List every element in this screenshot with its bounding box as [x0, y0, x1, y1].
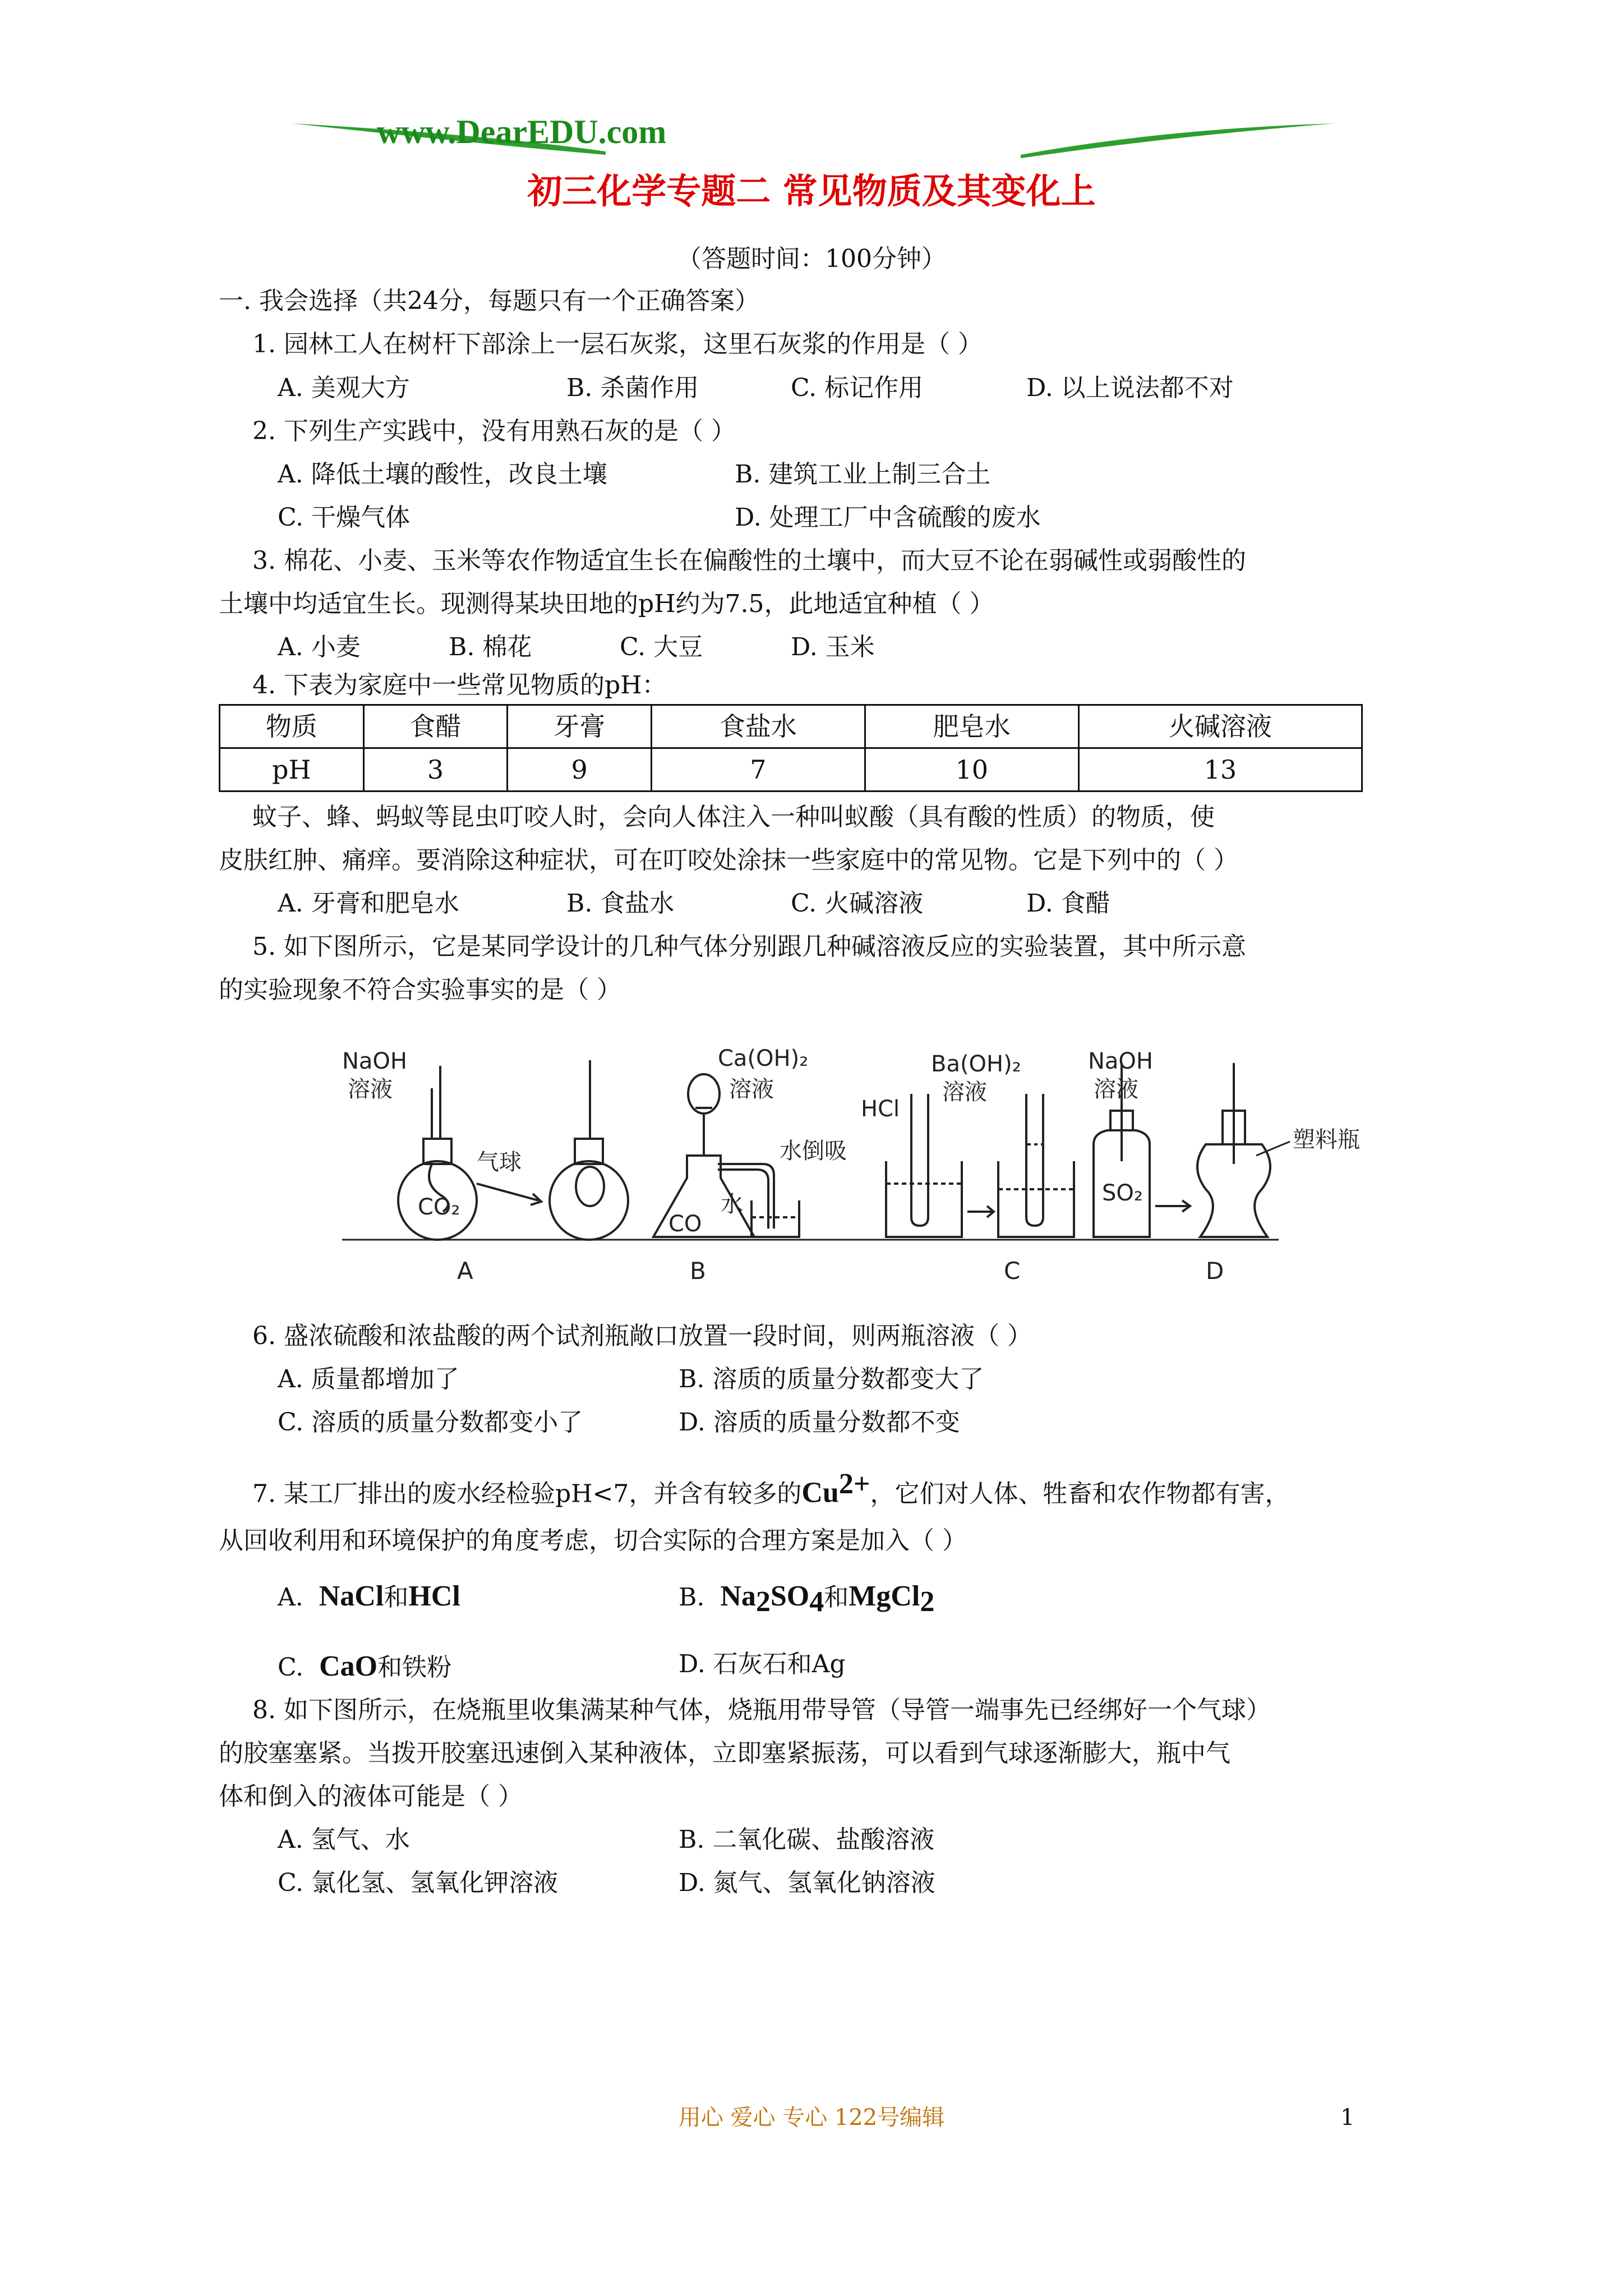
q1-stem: 1. 园林工人在树杆下部涂上一层石灰浆，这里石灰浆的作用是（ ）: [252, 330, 983, 358]
q1-option-b: B. 杀菌作用: [566, 374, 699, 402]
q4-line1: 蚊子、蜂、蚂蚁等昆虫叮咬人时，会向人体注入一种叫蚁酸（具有酸的性质）的物质，使: [252, 803, 1215, 831]
q7-option-b: B. $Na_2SO_4$和MgCl$_2$: [679, 1580, 935, 1618]
d-reagent-line1: NaOH: [1088, 1048, 1153, 1074]
a-letter: A: [457, 1257, 473, 1285]
a-reagent-line1: NaOH: [342, 1048, 407, 1074]
table-row: [220, 748, 1362, 792]
b-reagent-line1: Ca(OH)₂: [718, 1046, 809, 1071]
q7-ion: Cu: [801, 1476, 839, 1509]
q8-line3: 体和倒入的液体可能是（ ）: [219, 1782, 523, 1811]
table-cell: 食盐水: [651, 705, 865, 748]
q3-line1: 3. 棉花、小麦、玉米等农作物适宜生长在偏酸性的土壤中，而大豆不论在弱碱性或弱酸性的: [252, 546, 1246, 575]
q2-option-a: A. 降低土壤的酸性，改良土壤: [278, 460, 607, 489]
table-cell: 7: [651, 748, 865, 792]
q8-option-d: D. 氮气、氢氧化钠溶液: [679, 1869, 935, 1897]
q8-option-c: C. 氯化氢、氢氧化钾溶液: [278, 1869, 559, 1897]
d-reagent-line2: 溶液: [1094, 1076, 1138, 1102]
ph-table: [219, 704, 1363, 792]
table-cell: 9: [508, 748, 652, 792]
b-gas-label: CO: [668, 1211, 702, 1237]
q2-stem: 2. 下列生产实践中，没有用熟石灰的是（ ）: [252, 417, 736, 445]
d-bottle-label: 塑料瓶: [1293, 1127, 1360, 1153]
q8-option-a: A. 氢气、水: [278, 1825, 410, 1854]
a-balloon-label: 气球: [477, 1149, 522, 1175]
a-reagent-line2: 溶液: [348, 1076, 393, 1102]
apparatus-figure: [325, 1043, 1424, 1290]
q8-line1: 8. 如下图所示，在烧瓶里收集满某种气体，烧瓶用带导管（导管一端事先已经绑好一个气球）: [252, 1696, 1271, 1724]
q4-option-a: A. 牙膏和肥皂水: [278, 889, 459, 918]
table-cell: 食醋: [363, 705, 508, 748]
q2-option-d: D. 处理工厂中含硫酸的废水: [735, 503, 1041, 532]
d-letter: D: [1206, 1257, 1224, 1285]
q3-option-a: A. 小麦: [278, 633, 361, 661]
a-gas-label: CO₂: [418, 1194, 460, 1220]
q4-option-d: D. 食醋: [1026, 889, 1110, 918]
table-row: [220, 705, 1362, 748]
q4-option-b: B. 食盐水: [566, 889, 675, 918]
table-cell: 火碱溶液: [1078, 705, 1362, 748]
q6-option-b: B. 溶质的质量分数都变大了: [679, 1365, 984, 1393]
c-reagent-line1: Ba(OH)₂: [931, 1051, 1021, 1077]
q2-option-b: B. 建筑工业上制三合土: [735, 460, 991, 489]
q6-stem: 6. 盛浓硫酸和浓盐酸的两个试剂瓶敞口放置一段时间，则两瓶溶液（ ）: [252, 1322, 1032, 1350]
q3-option-d: D. 玉米: [791, 633, 875, 661]
q7-line2: 从回收利用和环境保护的角度考虑，切合实际的合理方案是加入（ ）: [219, 1526, 967, 1555]
exam-time: （答题时间：100分钟）: [677, 245, 946, 273]
q4-stem: 4. 下表为家庭中一些常见物质的pH：: [252, 671, 667, 700]
q6-option-d: D. 溶质的质量分数都不变: [679, 1408, 960, 1437]
table-cell: 10: [865, 748, 1078, 792]
table-cell: pH: [220, 748, 364, 792]
c-letter: C: [1004, 1257, 1021, 1285]
page-number: 1: [1340, 2105, 1355, 2131]
c-gas-label: HCl: [861, 1096, 900, 1122]
q7-text-before-ion: 7. 某工厂排出的废水经检验pH<7，并含有较多的: [252, 1479, 802, 1508]
q1-option-a: A. 美观大方: [278, 374, 410, 402]
q8-option-b: B. 二氧化碳、盐酸溶液: [679, 1825, 935, 1854]
section-heading: 一. 我会选择（共24分，每题只有一个正确答案）: [219, 287, 759, 315]
b-reagent-line2: 溶液: [729, 1076, 774, 1102]
table-cell: 肥皂水: [865, 705, 1078, 748]
table-cell: 3: [363, 748, 508, 792]
q7-text-after-ion: ，它们对人体、牲畜和农作物都有害，: [870, 1479, 1290, 1508]
q1-option-d: D. 以上说法都不对: [1026, 374, 1234, 402]
banner-site-name: www.DearEDU.com: [376, 113, 667, 150]
q5-line1: 5. 如下图所示，它是某同学设计的几种气体分别跟几种碱溶液反应的实验装置，其中所示意: [252, 932, 1246, 961]
q5-line2: 的实验现象不符合实验事实的是（ ）: [219, 976, 621, 1004]
q3-line2: 土壤中均适宜生长。现测得某块田地的pH约为7.5，此地适宜种植（ ）: [219, 590, 994, 618]
q6-option-a: A. 质量都增加了: [278, 1365, 459, 1393]
b-letter: B: [690, 1257, 706, 1285]
q4-line2: 皮肤红肿、痛痒。要消除这种症状，可在叮咬处涂抹一些家庭中的常见物。它是下列中的（ ）: [219, 846, 1238, 875]
q7-line1: [252, 1470, 1290, 1508]
q2-option-c: C. 干燥气体: [278, 503, 411, 532]
q7-option-d: D. 石灰石和Ag: [679, 1650, 846, 1678]
q4-option-c: C. 火碱溶液: [791, 889, 924, 918]
table-cell: 物质: [220, 705, 364, 748]
apparatus-c: [886, 1094, 1074, 1237]
d-gas-label: SO₂: [1102, 1180, 1143, 1206]
q6-option-c: C. 溶质的质量分数都变小了: [278, 1408, 583, 1437]
b-backflow-label: 水倒吸: [780, 1138, 847, 1164]
q7-option-c: C. CaO和铁粉: [278, 1650, 452, 1682]
b-water-label: 水: [721, 1191, 743, 1217]
document-title: 初三化学专题二 常见物质及其变化上: [527, 171, 1096, 211]
q3-option-b: B. 棉花: [449, 633, 532, 661]
footer-note: 用心 爱心 专心 122号编辑: [678, 2105, 945, 2131]
c-reagent-line2: 溶液: [942, 1079, 987, 1105]
q3-option-c: C. 大豆: [620, 633, 703, 661]
q1-option-c: C. 标记作用: [791, 374, 924, 402]
table-cell: 牙膏: [508, 705, 652, 748]
q7-ion-charge: 2+: [838, 1468, 870, 1500]
q8-line2: 的胶塞塞紧。当拨开胶塞迅速倒入某种液体，立即塞紧振荡，可以看到气球逐渐膨大，瓶中气: [219, 1739, 1230, 1768]
q7-option-a: A. NaCl和HCl: [278, 1580, 460, 1612]
table-cell: 13: [1078, 748, 1362, 792]
